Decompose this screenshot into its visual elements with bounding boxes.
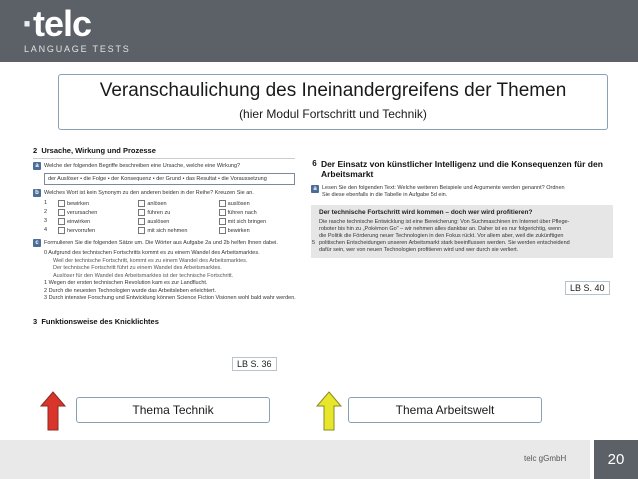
right-textbook-page: [311, 160, 613, 295]
theme-arbeitswelt-label: Thema Arbeitswelt: [395, 403, 495, 417]
telc-logo: ·telc: [22, 3, 92, 44]
checkbox[interactable]: [138, 218, 145, 225]
checkbox[interactable]: [58, 218, 65, 225]
checkbox[interactable]: [58, 209, 65, 216]
footer-bar: [0, 440, 590, 479]
checkbox[interactable]: [219, 209, 226, 216]
red-up-arrow-icon: [40, 391, 66, 431]
checkbox[interactable]: [138, 209, 145, 216]
theme-technik-label: Thema Technik: [132, 403, 214, 417]
section-3-heading: 3 Funktionsweise des Knicklichtes: [33, 316, 159, 326]
task-b: b Welches Wort ist kein Synonym zu den anderen beiden in der Reihe? Kreuzen Sie an.: [33, 189, 295, 197]
section-2-heading: 2 Ursache, Wirkung und Prozesse: [33, 146, 156, 155]
slide-subtitle: (hier Modul Fortschritt und Technik): [239, 107, 427, 121]
lb-reference-right: LB S. 40: [565, 281, 610, 295]
left-textbook-page: [33, 146, 295, 374]
theme-arbeitswelt-box: [348, 397, 542, 423]
task-c-lines: 0 Aufgrund des technischen Fortschritts kommt es zu einem Wandel des Arbeitsmarktes. Weil der technische Fortschritt, kommt es zu einem Wandel des Arbeitsmarktes. Der technische Fortschritt führt zu einem Wandel des Arbeitsmarktes. Auslöser für den Wandel des Arbeitsmarktes ist der technische Fortschritt. 1 Wegen der ersten technischen Revolution kam es zur Landflucht. 2 Durch die neuesten Technologien wurde das Arbeitsleben erleichtert. 3 Durch intensive Forschung und Entwicklung können Science Fiction Visionen wohl bald wahr werden.: [44, 250, 296, 301]
checkbox[interactable]: [138, 227, 145, 234]
synonym-grid: 1 bewirken anlösen auslösen 2 verursachen führen zu führen nach 3 einwirken auslösen mit sich bringen 4 hervorrufen mit sich nehmen bewirken: [44, 200, 267, 234]
slide-title: Veranschaulichung des Ineinandergreifens der Themen: [99, 80, 567, 101]
checkbox[interactable]: [219, 218, 226, 225]
checkbox[interactable]: [219, 227, 226, 234]
yellow-up-arrow-icon: [316, 391, 342, 431]
checkbox[interactable]: [219, 200, 226, 207]
word-box: der Auslöser • die Folge • der Konsequenz • der Grund • das Resultat • die Voraussetzung: [44, 173, 295, 185]
checkbox[interactable]: [58, 227, 65, 234]
logo-subtitle: LANGUAGE TESTS: [24, 44, 131, 54]
lb-reference-left: LB S. 36: [232, 357, 277, 371]
checkbox[interactable]: [58, 200, 65, 207]
checkbox[interactable]: [138, 200, 145, 207]
reading-text-box: Der technische Fortschritt wird kommen – doch wer wird profitieren? Die rasche technische Entwicklung ist eine Bereicherung: Von Suchmaschinen im Internet über Pflege- roboter bis hin zu „Pokémon Go" – wir nehmen alles dankbar an. Daher ist es nur folgerichtig, wenn die Politik die Förderung neuer Technologien in den Fokus rückt. Vor allem aber, weil die zukünftigen 5 politischen Entscheidungen unseren Arbeitsmarkt stark beeinflussen werden. Sie werden entscheidend dafür sein, wer von neuen Technologien profitieren wird und wer durch sie verliert.: [311, 205, 613, 258]
theme-technik-box: [76, 397, 270, 423]
task-a: a Welche der folgenden Begriffe beschreiben eine Ursache, welche eine Wirkung?: [33, 162, 295, 170]
task-c: c Formulieren Sie die folgenden Sätze um. Die Wörter aus Aufgabe 2a und 2b helfen Ihnen dabei.: [33, 239, 295, 247]
page-number: 20: [594, 440, 638, 479]
footer-company: telc gGmbH: [524, 454, 567, 463]
section-6-heading: 6 Der Einsatz von künstlicher Intelligenz und die Konsequenzen für den Arbeitsmarkt: [312, 159, 603, 179]
task-6a: a Lesen Sie den folgenden Text: Welche weiteren Beispiele und Argumente werden genannt? Ordnen Sie diese ebenfalls in die Tabelle in Aufgabe 5d ein.: [311, 185, 613, 199]
